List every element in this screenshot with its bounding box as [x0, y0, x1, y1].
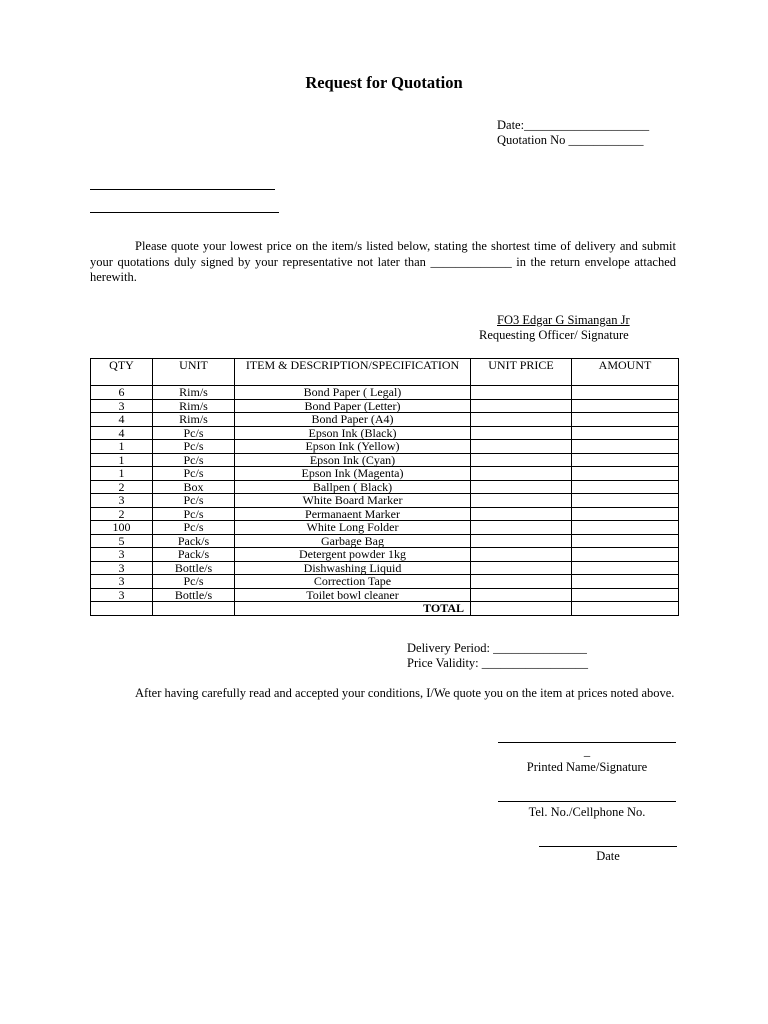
- cell-amount: [572, 494, 679, 508]
- requesting-officer-name: FO3 Edgar G Simangan Jr: [497, 313, 630, 327]
- cell-unit: Pack/s: [153, 548, 235, 562]
- tel-label: Tel. No./Cellphone No.: [528, 805, 646, 819]
- table-row: [91, 440, 679, 454]
- cell-item: Dishwashing Liquid: [235, 561, 471, 575]
- cell-qty: 100: [91, 521, 153, 535]
- printed-name-mark: _: [583, 744, 591, 758]
- cell-qty: 3: [91, 588, 153, 602]
- cell-qty: 2: [91, 480, 153, 494]
- date-label: Date: [596, 849, 620, 863]
- cell-item: Bond Paper (Letter): [235, 399, 471, 413]
- tel-signature-line: [498, 801, 676, 802]
- table-row: [91, 413, 679, 427]
- table-total-row: [91, 602, 679, 616]
- cell-unit: Rim/s: [153, 386, 235, 400]
- column-header-amount: AMOUNT: [572, 359, 679, 386]
- table-row: [91, 548, 679, 562]
- cell-unit-price: [471, 561, 572, 575]
- table-row: [91, 521, 679, 535]
- cell-amount: [572, 386, 679, 400]
- table-row: [91, 575, 679, 589]
- cell-qty: 1: [91, 467, 153, 481]
- cell-unit: Rim/s: [153, 413, 235, 427]
- cell-amount: [572, 521, 679, 535]
- cell-amount: [572, 602, 679, 616]
- cell-amount: [572, 507, 679, 521]
- cell-unit-price: [471, 521, 572, 535]
- cell-amount: [572, 480, 679, 494]
- cell-unit-price: [471, 467, 572, 481]
- table-row: [91, 534, 679, 548]
- page-title: Request for Quotation: [305, 73, 463, 92]
- cell-unit: Pc/s: [153, 467, 235, 481]
- cell-qty: 2: [91, 507, 153, 521]
- cell-item: Permanaent Marker: [235, 507, 471, 521]
- cell-amount: [572, 575, 679, 589]
- cell-amount: [572, 548, 679, 562]
- cell-unit: [153, 602, 235, 616]
- addressee-line-2: [90, 212, 279, 213]
- date-signature-line: [539, 846, 677, 847]
- column-header-unit: UNIT: [153, 359, 235, 386]
- printed-name-label: Printed Name/Signature: [526, 760, 648, 774]
- cell-item: White Board Marker: [235, 494, 471, 508]
- delivery-period-field: Delivery Period: _______________: [407, 641, 587, 655]
- cell-qty: 3: [91, 575, 153, 589]
- cell-amount: [572, 453, 679, 467]
- cell-unit: Pc/s: [153, 507, 235, 521]
- cell-amount: [572, 534, 679, 548]
- table-row: [91, 467, 679, 481]
- table-header-row: [91, 359, 679, 386]
- cell-unit-price: [471, 480, 572, 494]
- cell-unit-price: [471, 548, 572, 562]
- cell-amount: [572, 561, 679, 575]
- quotation-number-field: Quotation No ____________: [497, 133, 644, 147]
- cell-item: Epson Ink (Yellow): [235, 440, 471, 454]
- cell-unit: Bottle/s: [153, 561, 235, 575]
- cell-qty: 1: [91, 440, 153, 454]
- cell-unit-price: [471, 507, 572, 521]
- cell-item: Toilet bowl cleaner: [235, 588, 471, 602]
- cell-item: Epson Ink (Black): [235, 426, 471, 440]
- cell-unit-price: [471, 426, 572, 440]
- cell-qty: 3: [91, 548, 153, 562]
- cell-qty: 3: [91, 561, 153, 575]
- intro-text: Please quote your lowest price on the item/s listed below, stating the shortest time of delivery and submit your quotations duly signed by your representative not later than _____________ in the return envelope attached herewith.: [90, 239, 676, 284]
- table-row: [91, 494, 679, 508]
- intro-paragraph: [90, 239, 676, 286]
- table-row: [91, 588, 679, 602]
- cell-unit: Pack/s: [153, 534, 235, 548]
- cell-unit-price: [471, 386, 572, 400]
- addressee-line-1: [90, 189, 275, 190]
- cell-amount: [572, 467, 679, 481]
- cell-qty: 1: [91, 453, 153, 467]
- cell-item: Bond Paper ( Legal): [235, 386, 471, 400]
- cell-item: Garbage Bag: [235, 534, 471, 548]
- acceptance-text: After having carefully read and accepted your conditions, I/We quote you on the item at prices noted above.: [135, 686, 675, 700]
- cell-qty: 4: [91, 426, 153, 440]
- date-field: Date:____________________: [497, 118, 650, 132]
- cell-item: Correction Tape: [235, 575, 471, 589]
- cell-unit: Bottle/s: [153, 588, 235, 602]
- cell-qty: 3: [91, 494, 153, 508]
- cell-qty: 4: [91, 413, 153, 427]
- cell-item: Epson Ink (Magenta): [235, 467, 471, 481]
- cell-unit: Pc/s: [153, 494, 235, 508]
- requesting-officer-role: Requesting Officer/ Signature: [479, 328, 629, 342]
- cell-amount: [572, 426, 679, 440]
- cell-qty: 5: [91, 534, 153, 548]
- table-row: [91, 453, 679, 467]
- column-header-qty: QTY: [91, 359, 153, 386]
- cell-amount: [572, 399, 679, 413]
- column-header-item: ITEM & DESCRIPTION/SPECIFICATION: [235, 359, 471, 386]
- acceptance-paragraph: [90, 686, 676, 702]
- table-row: [91, 386, 679, 400]
- cell-item: Ballpen ( Black): [235, 480, 471, 494]
- printed-name-signature-line: [498, 742, 676, 743]
- cell-unit-price: [471, 588, 572, 602]
- cell-qty: 6: [91, 386, 153, 400]
- table-row: [91, 426, 679, 440]
- items-table: [90, 358, 679, 616]
- cell-qty: 3: [91, 399, 153, 413]
- cell-qty: [91, 602, 153, 616]
- table-row: [91, 561, 679, 575]
- cell-amount: [572, 413, 679, 427]
- cell-unit: Pc/s: [153, 440, 235, 454]
- cell-unit: Pc/s: [153, 521, 235, 535]
- cell-item: Bond Paper (A4): [235, 413, 471, 427]
- cell-unit: Box: [153, 480, 235, 494]
- cell-unit: Pc/s: [153, 426, 235, 440]
- cell-unit-price: [471, 413, 572, 427]
- cell-unit: Rim/s: [153, 399, 235, 413]
- cell-unit-price: [471, 494, 572, 508]
- total-label: TOTAL: [235, 602, 471, 616]
- cell-item: White Long Folder: [235, 521, 471, 535]
- cell-unit-price: [471, 534, 572, 548]
- table-row: [91, 480, 679, 494]
- cell-item: Epson Ink (Cyan): [235, 453, 471, 467]
- cell-unit-price: [471, 453, 572, 467]
- column-header-unit-price: UNIT PRICE: [471, 359, 572, 386]
- table-row: [91, 399, 679, 413]
- cell-amount: [572, 588, 679, 602]
- cell-unit-price: [471, 575, 572, 589]
- items-table-body: [91, 386, 679, 616]
- cell-amount: [572, 440, 679, 454]
- cell-unit: Pc/s: [153, 575, 235, 589]
- cell-item: Detergent powder 1kg: [235, 548, 471, 562]
- cell-unit-price: [471, 399, 572, 413]
- cell-unit-price: [471, 602, 572, 616]
- cell-unit: Pc/s: [153, 453, 235, 467]
- price-validity-field: Price Validity: _________________: [407, 656, 589, 670]
- cell-unit-price: [471, 440, 572, 454]
- table-row: [91, 507, 679, 521]
